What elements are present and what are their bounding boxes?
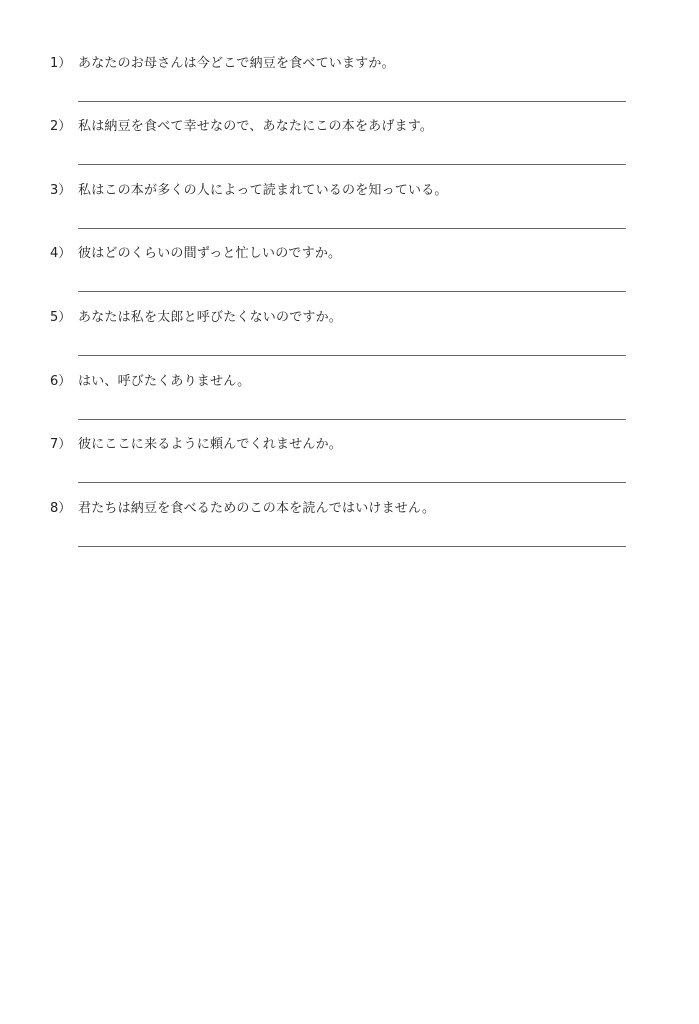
answer-line[interactable]	[78, 291, 626, 292]
question-text: 彼はどのくらいの間ずっと忙しいのですか。	[78, 246, 342, 261]
question-text: 君たちは納豆を食べるためのこの本を読んではいけません。	[78, 501, 436, 516]
question-text: あなたは私を太郎と呼びたくないのですか。	[78, 310, 343, 325]
question-text: あなたのお母さんは今どこで納豆を食べていますか。	[78, 56, 395, 71]
question-3	[0, 181, 699, 245]
question-5	[0, 308, 699, 372]
question-6	[0, 372, 699, 436]
answer-line[interactable]	[78, 419, 626, 420]
question-number: 3）	[50, 183, 72, 198]
question-1	[0, 54, 699, 118]
question-number: 6）	[50, 374, 72, 389]
answer-line[interactable]	[78, 546, 626, 547]
question-text: 私はこの本が多くの人によって読まれているのを知っている。	[78, 183, 448, 198]
question-7	[0, 435, 699, 499]
answer-line[interactable]	[78, 228, 626, 229]
answer-line[interactable]	[78, 482, 626, 483]
answer-line[interactable]	[78, 164, 626, 165]
question-number: 2）	[50, 119, 72, 134]
answer-line[interactable]	[78, 101, 626, 102]
question-number: 4）	[50, 246, 72, 261]
question-number: 5）	[50, 310, 72, 325]
question-number: 1）	[50, 56, 72, 71]
question-number: 7）	[50, 437, 72, 452]
question-8	[0, 499, 699, 563]
question-4	[0, 244, 699, 308]
question-number: 8）	[50, 501, 72, 516]
question-text: はい、呼びたくありません。	[78, 374, 251, 389]
question-2	[0, 117, 699, 181]
question-text: 私は納豆を食べて幸せなので、あなたにこの本をあげます。	[78, 119, 434, 134]
answer-line[interactable]	[78, 355, 626, 356]
question-text: 彼にここに来るように頼んでくれませんか。	[78, 437, 343, 452]
